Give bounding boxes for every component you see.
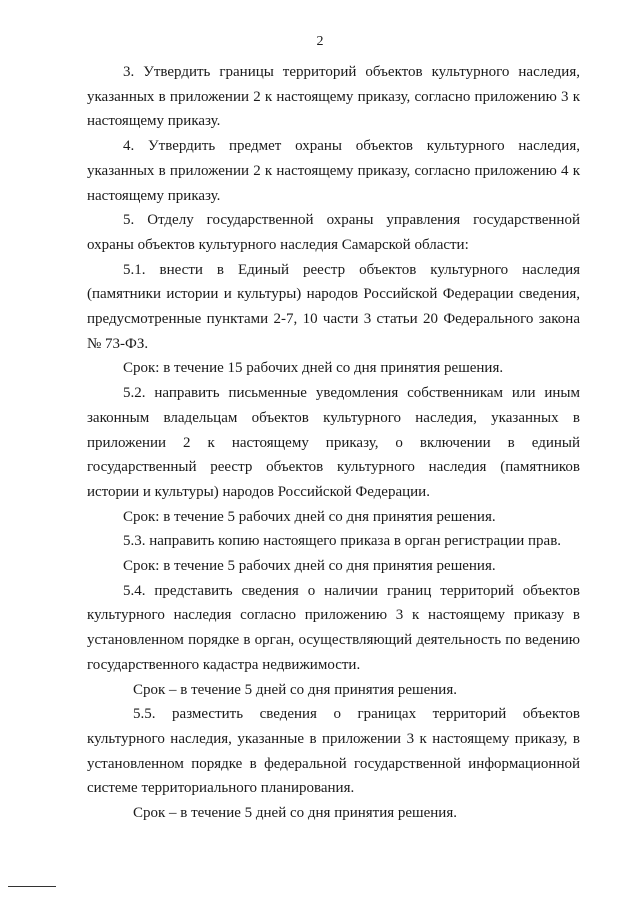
- paragraph-3: 3. Утвердить границы территорий объектов культурного наследия, указанных в приложении 2 к настоящему приказу, согласно приложению 3 к настоящему приказу.: [87, 64, 580, 130]
- paragraph-5-5: 5.5. разместить сведения о границах территорий объектов культурного наследия, указанные в приложении 3 к настоящему приказу, в установленном порядке в федеральной государственной информационной системе территориального планирования.: [87, 706, 580, 797]
- deadline-5-2: Срок: в течение 5 рабочих дней со дня принятия решения.: [123, 508, 496, 525]
- paragraph-5-1: 5.1. внести в Единый реестр объектов культурного наследия (памятники истории и культуры) народов Российской Федерации сведения, предусмотренные пунктами 2-7, 10 части 3 статьи 20 Федерального закона № 73-ФЗ.: [87, 261, 580, 352]
- paragraph-5: 5. Отделу государственной охраны управления государственной охраны объектов культурного наследия Самарской области:: [87, 212, 580, 253]
- page-number: 2: [316, 34, 324, 49]
- paragraph-4: 4. Утвердить предмет охраны объектов культурного наследия, указанных в приложении 2 к настоящему приказу, согласно приложению 4 к настоящему приказу.: [87, 138, 580, 204]
- deadline-5-3: Срок: в течение 5 рабочих дней со дня принятия решения.: [123, 558, 496, 575]
- paragraph-5-4: 5.4. представить сведения о наличии границ территорий объектов культурного наследия согласно приложению 3 к настоящему приказу в установленном порядке в орган, осуществляющий деятельность по ведению государственного кадастра недвижимости.: [87, 582, 580, 673]
- deadline-5-1: Срок: в течение 15 рабочих дней со дня принятия решения.: [123, 360, 504, 377]
- deadline-5-5: Срок – в течение 5 дней со дня принятия решения.: [133, 805, 457, 822]
- footer-divider: [8, 886, 56, 887]
- paragraph-5-3: 5.3. направить копию настоящего приказа в орган регистрации прав.: [123, 533, 562, 550]
- deadline-5-4: Срок – в течение 5 дней со дня принятия решения.: [133, 681, 457, 698]
- paragraph-5-2: 5.2. направить письменные уведомления собственникам или иным законным владельцам объектов культурного наследия, указанных в приложении 2 к настоящему приказу, о включении в единый государственный реестр объектов культурного наследия (памятников истории и культуры) народов Российской Федерации.: [87, 385, 580, 500]
- document-body: [87, 60, 580, 826]
